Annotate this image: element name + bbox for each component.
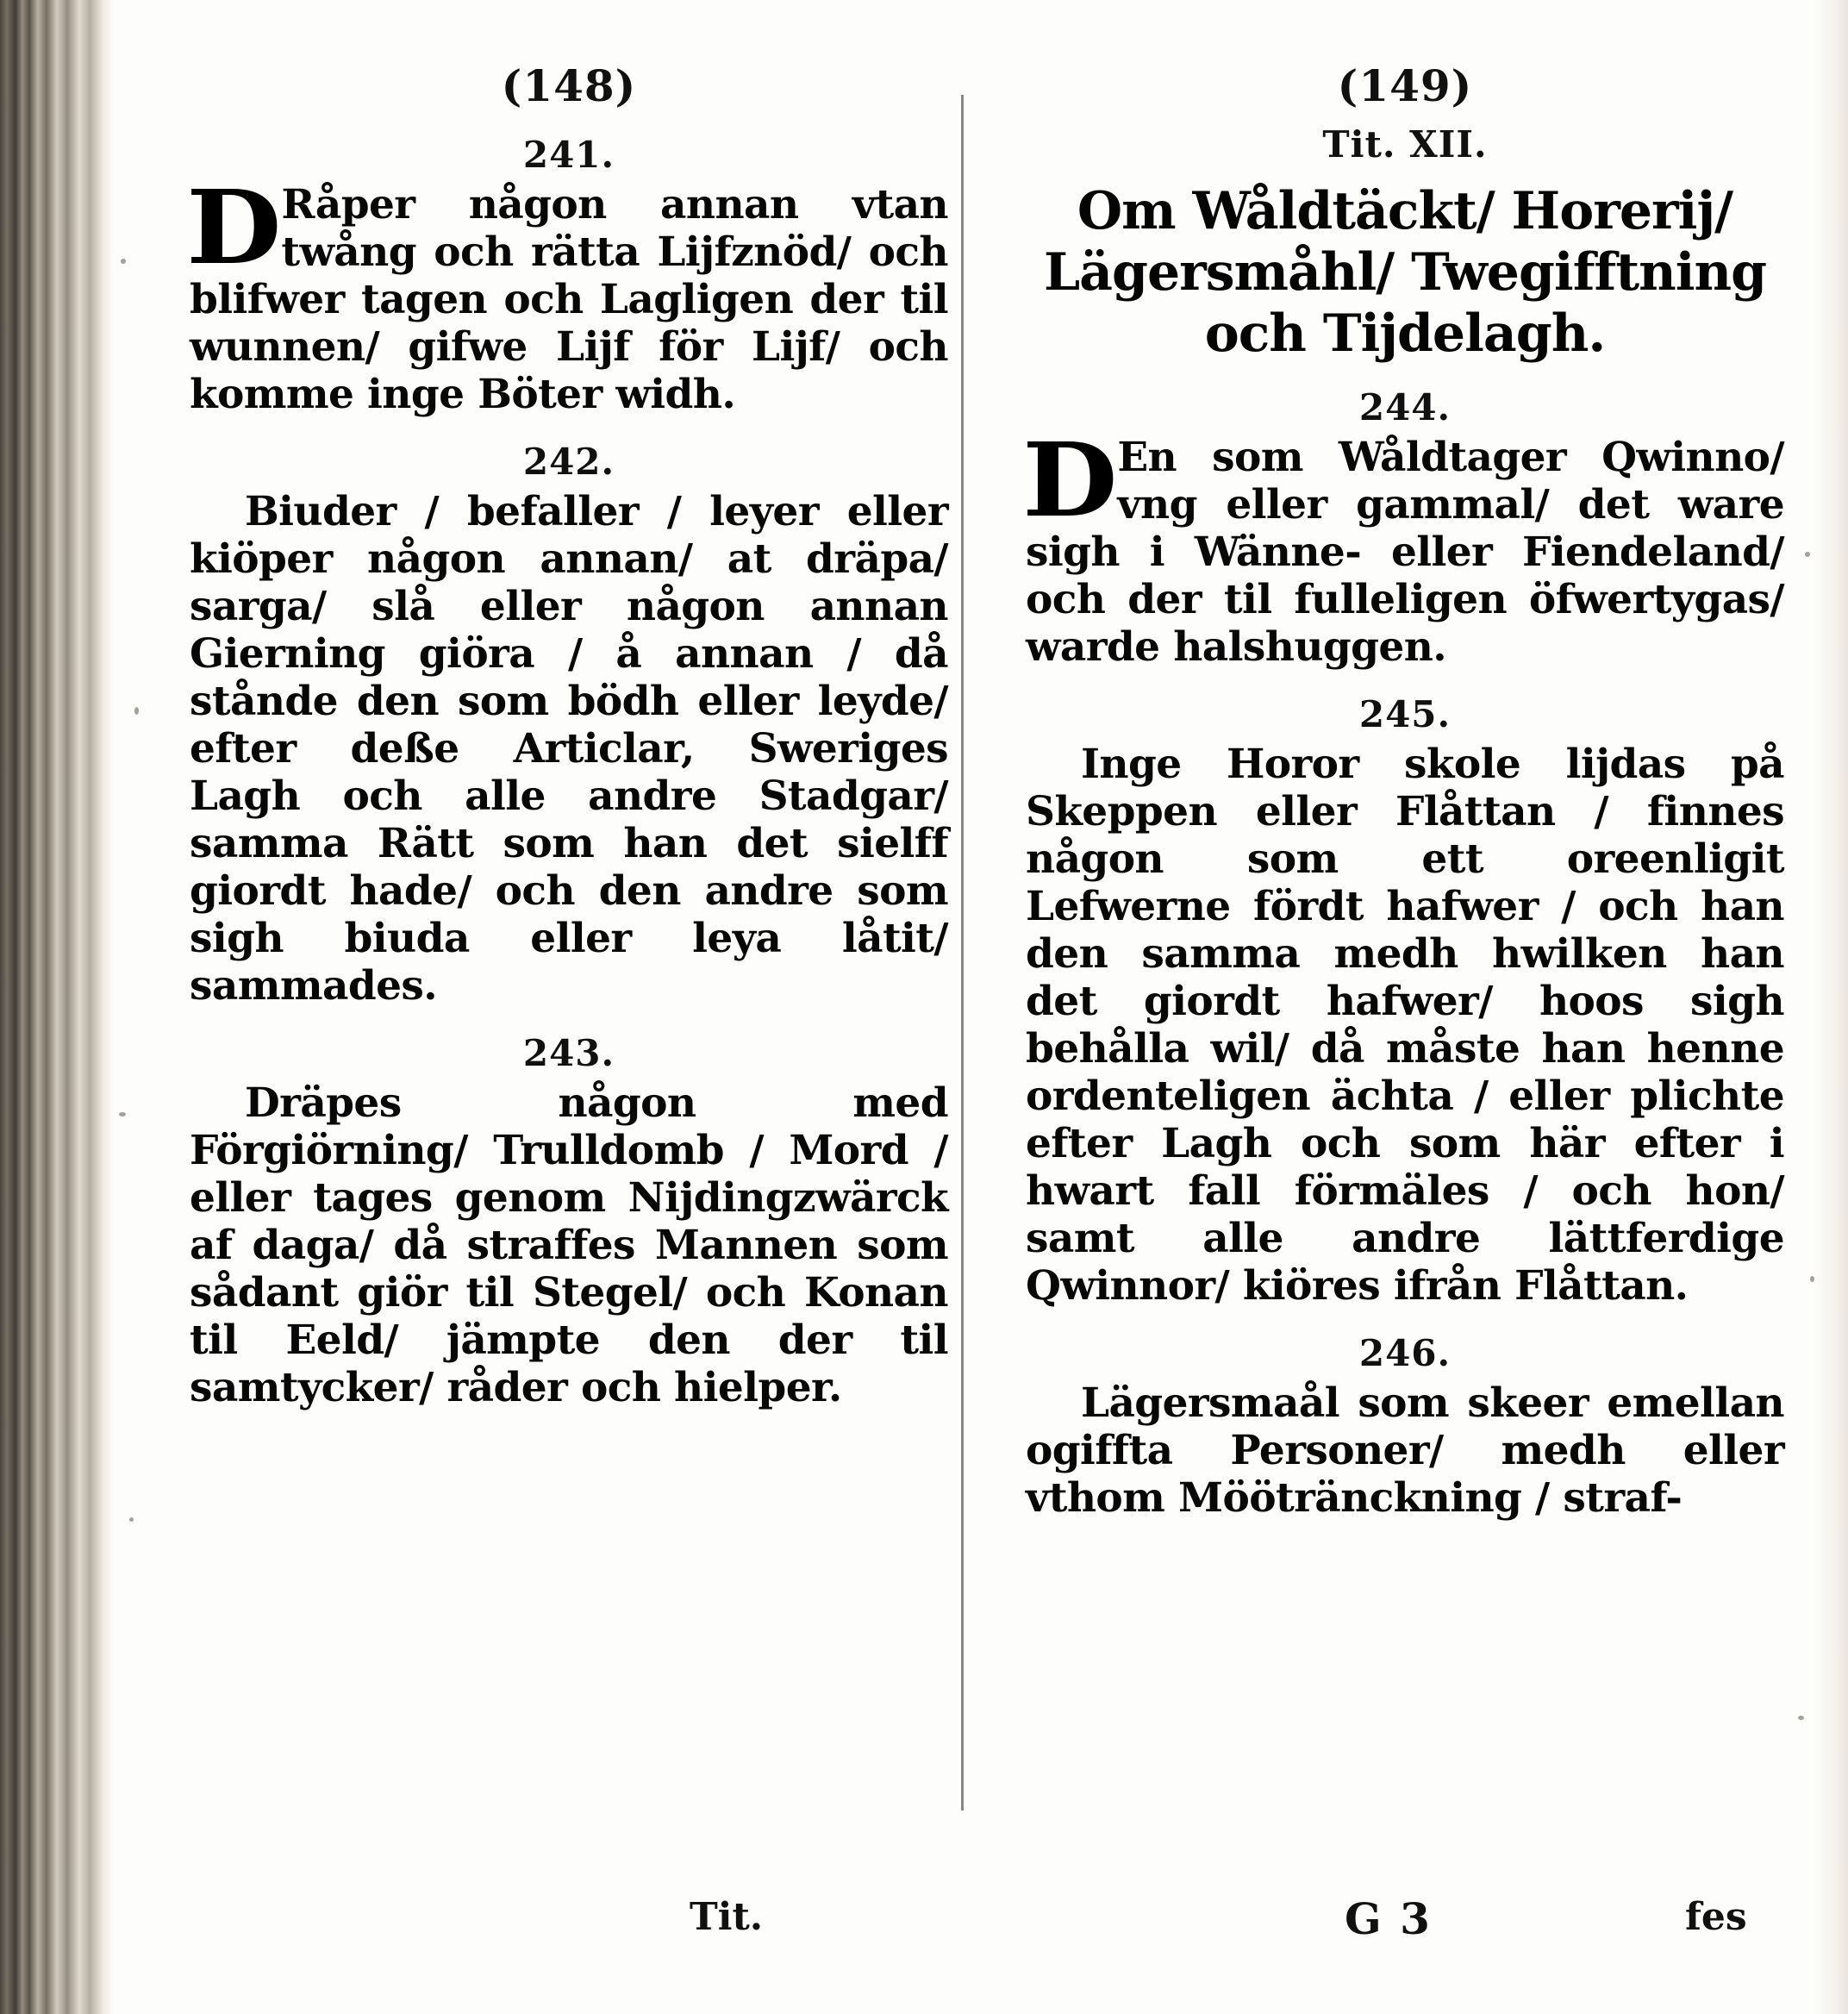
section-body-244 bbox=[1022, 420, 1784, 672]
right-column bbox=[1022, 60, 1784, 1530]
page-columns bbox=[129, 60, 1819, 1957]
catchword-left: Tit. bbox=[690, 1895, 764, 1939]
chapter-title-line-2: Lägersmåhl/ Twegifftning bbox=[1043, 241, 1767, 303]
section-text-241: Råper någon annan vtan twång och rätta Lijfznöd/ och blifwer tagen och Lagligen der til wunnen/ gifwe Lijf för Lijf/ och komme inge Böter widh. bbox=[190, 181, 948, 418]
scan-edge-left bbox=[0, 0, 114, 2014]
section-body-241 bbox=[186, 167, 948, 418]
scan-edge-right bbox=[1814, 0, 1848, 2014]
chapter-title-line-3: och Tijdelagh. bbox=[1204, 303, 1606, 364]
section-number-246: 246. bbox=[1358, 1332, 1452, 1375]
drop-cap-241: D bbox=[186, 167, 278, 287]
section-number-242: 242. bbox=[522, 440, 615, 483]
section-body-245: Inge Horor skole lijdas på Skeppen eller Flåttan / finnes någon som ett oreenligit Lefwerne fördt hafwer / och han den samma medh hwilken han det giordt hafwer/ hoos sigh behålla wil/ då måste han henne ordenteligen ächta / eller plichte efter Lagh och som här efter i hwart fall förmäles / och hon/ samt alle andre lättferdige Qwinnor/ kiöres ifrån Flåttan. bbox=[1026, 741, 1784, 1310]
tit-heading: Tit. XII. bbox=[1322, 123, 1488, 166]
section-body-246: Lägersmaål som skeer emellan ogiffta Personer/ medh eller vthom Möötränckning / straf- bbox=[1026, 1379, 1784, 1523]
drop-cap-244: D bbox=[1022, 420, 1114, 541]
signature-mark: G 3 bbox=[1345, 1893, 1432, 1944]
folio-right: (149) bbox=[1337, 60, 1473, 111]
section-number-245: 245. bbox=[1358, 693, 1452, 736]
chapter-title-line-1: Om Wåldtäckt/ Horerij/ bbox=[1077, 181, 1733, 241]
chapter-title bbox=[1026, 181, 1784, 364]
section-number-244: 244. bbox=[1358, 386, 1452, 429]
section-body-243: Dräpes någon med Förgiörning/ Trulldomb / Mord / eller tages genom Nijdingzwärck af daga/ då straffes Mannen som sådant giör til Stegel/ och Konan til Eeld/ jämpte den der til samtycker/ råder och hielper. bbox=[190, 1079, 948, 1411]
left-column bbox=[186, 60, 948, 1420]
paper-speck bbox=[119, 1112, 126, 1116]
folio-left: (148) bbox=[501, 60, 637, 111]
section-text-244: En som Wåldtager Qwinno/ vng eller gammal/ det ware sigh i Wänne- eller Fiendeland/ och der til fulleligen öfwertygas/ warde halshuggen. bbox=[1026, 434, 1784, 672]
catchword-right: fes bbox=[1685, 1895, 1747, 1939]
section-body-242: Biuder / befaller / leyer eller kiöper någon annan/ at dräpa/ sarga/ slå eller någon annan Gierning giöra / å annan / då ståndе den som bödh eller leyde/ efter deße Articlar, Sweriges Lagh och alle andre Stadgar/ samma Rätt som han det sielff giordt hade/ och den andre som sigh biuda eller leya låtit/ sammades. bbox=[190, 487, 948, 1010]
section-number-243: 243. bbox=[522, 1031, 615, 1074]
column-divider bbox=[961, 95, 964, 1811]
paper-speck bbox=[121, 259, 126, 264]
section-number-241: 241. bbox=[522, 134, 615, 176]
